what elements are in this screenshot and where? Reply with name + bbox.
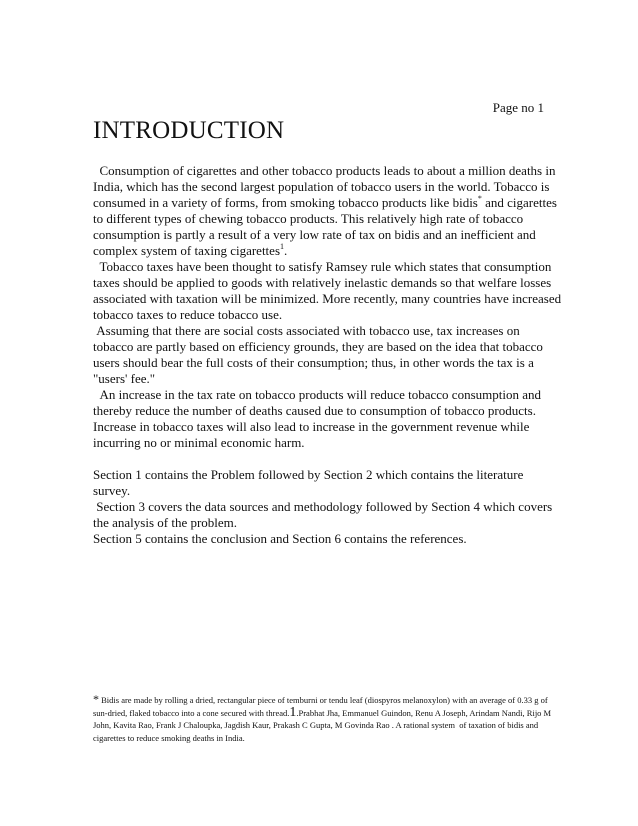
footnotes xyxy=(93,693,555,744)
paragraph-ramsey-rule: Tobacco taxes have been thought to satisfy Ramsey rule which states that consumption taxes should be applied to goods with relatively inelastic demands so that welfare losses associated with taxation will be minimized. More recently, many countries have increased tobacco taxes to reduce tobacco use. xyxy=(93,259,565,322)
footnote-bidis: Bidis are made by rolling a dried, rectangular piece of temburni or tendu leaf (diospyros melanoxylon) with an average of 0.33 g of sun-dried, flaked tobacco into a cone secured with thread. xyxy=(93,695,550,718)
footnote-text xyxy=(93,693,555,744)
paragraph-consumption-part2: and cigarettes to different types of chewing tobacco products. This relatively high rate of tobacco consumption is partly a result of a very low rate of tax on bidis and an inefficient and complex system of taxing cigarettes xyxy=(93,195,561,258)
reference-marker-1: 1 xyxy=(280,242,285,251)
body-text xyxy=(93,163,563,547)
page-number: Page no 1 xyxy=(492,100,544,115)
paragraph-section-3: Section 3 covers the data sources and methodology followed by Section 4 which covers the analysis of the problem. xyxy=(93,499,556,530)
footnote-reference-marker: 1 xyxy=(289,704,297,720)
footnote-star-marker: * xyxy=(93,692,99,706)
bidis-footnote-marker: * xyxy=(477,194,482,203)
paragraph-social-costs: Assuming that there are social costs associated with tobacco use, tax increases on tobacco are partly based on efficiency grounds, they are based on the idea that tobacco users should bear the full costs of their consumption; thus, in other words the tax is a "users' fee." xyxy=(93,323,547,386)
paragraph-consumption-part3: . xyxy=(284,243,288,258)
paragraph-tax-increase: An increase in the tax rate on tobacco products will reduce tobacco consumption and thereby reduce the number of deaths caused due to consumption of tobacco products. Increase in tobacco taxes will also lead to increase in the government revenue while incurring no or minimal economic harm. xyxy=(93,387,545,450)
paragraph-section-1: Section 1 contains the Problem followed by Section 2 which contains the literature survey. xyxy=(93,467,527,498)
footnote-reference: .Prabhat Jha, Emmanuel Guindon, Renu A Joseph, Arindam Nandi, Rijo M John, Kavita Rao, Frank J Chaloupka, Jagdish Kaur, Prakash C Gupta, M Govinda Rao . A rational system of taxation of bidis and cigarettes to reduce smoking deaths in India. xyxy=(93,707,554,743)
paragraph-consumption xyxy=(93,163,563,259)
paragraph-consumption-part1: Consumption of cigarettes and other tobacco products leads to about a million deaths in India, which has the second largest population of tobacco users in the world. Tobacco is consumed in a variety of forms, from smoking tobacco products like bidis xyxy=(93,163,559,210)
page-title: INTRODUCTION xyxy=(93,117,285,144)
paragraph-section-5: Section 5 contains the conclusion and Section 6 contains the references. xyxy=(93,531,467,546)
paragraph-spacer xyxy=(93,451,563,467)
